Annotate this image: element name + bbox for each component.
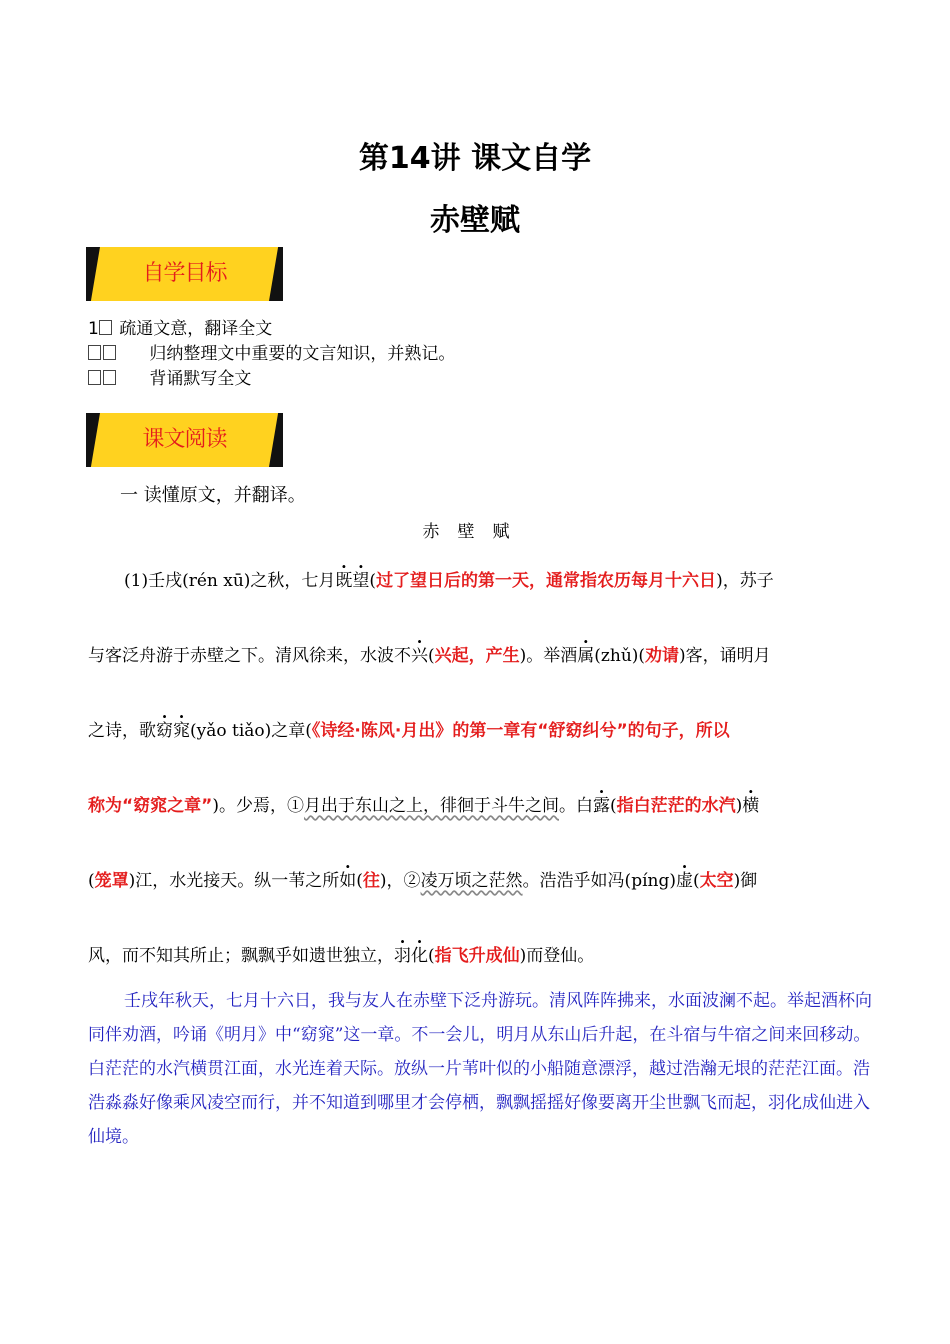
classic-line-1 [88,566,904,591]
text-run: ) [735,796,743,816]
annotation: 过了望日后的第一天，通常指农历每月十六日 [376,571,717,591]
text-run: )客，诵明月 [679,646,771,666]
text-run: ( [692,871,700,891]
text-run: )而登仙。 [519,946,595,966]
section-heading: 一 读懂原文，并翻译。 [120,485,306,506]
text-run: ( [428,646,435,666]
text-run: ( [610,796,617,816]
emphasis-char: 化 [411,946,428,966]
goal-item-3 [88,364,251,389]
checkbox-icon [88,345,101,360]
translation-paragraph: 壬戌年秋天，七月十六日，我与友人在赤壁下泛舟游玩。清风阵阵拂来，水面波澜不起。举起酒杯向同伴劝酒，吟诵《明月》中“窈窕”这一章。不一会儿，明月从东山后升起，在斗宿与牛宿之间来回移动。白茫茫的水汽横贯江面，水光连着天际。放纵一片苇叶似的小船随意漂浮，越过浩瀚无垠的茫茫江面。浩浩淼淼好像乘风凌空而行，并不知道到哪里才会停栖，飘飘摇摇好像要离开尘世飘飞而起，羽化成仙进入仙境。 [88,991,872,1147]
underlined-sentence: 凌万顷之茫然 [420,871,523,891]
goal-number: 1 [88,319,99,339]
checkbox-icon [88,370,101,385]
text-run: )，苏子 [716,571,774,591]
emphasis-char: 望 [352,571,370,591]
text-run: )江，水光接天。纵一苇之所 [128,871,340,891]
emphasis-char: 属 [577,646,595,666]
emphasis-char: 横 [742,796,760,816]
page-subtitle: 赤壁赋 [430,203,520,238]
page-title: 第14讲 课文自学 [358,141,592,176]
text-run: 之诗，歌 [88,721,156,741]
text-run: ( [428,946,435,966]
emphasis-char: 如 [339,871,357,891]
goal-text: 背诵默写全文 [149,369,252,389]
classic-line-6 [88,941,868,966]
checkbox-icon [103,345,116,360]
annotation: 太空 [699,871,734,891]
emphasis-char: 羽 [394,946,411,966]
annotation: 往 [362,871,380,891]
emphasis-char: 兴 [411,646,428,666]
underlined-sentence: 月出于东山之上，徘徊于斗牛之间 [304,796,559,816]
classic-line-5 [88,866,868,891]
reading-banner-label: 课文阅读 [142,427,227,452]
goal-text: 疏通文意，翻译全文 [119,319,273,339]
text-run: ( [369,571,377,591]
classic-line-3 [88,716,868,741]
classic-line-4 [88,791,868,816]
classic-line-2 [88,641,868,666]
reading-banner [86,413,283,467]
text-run: (zhǔ)( [594,646,646,666]
annotation: 指白茫茫的水汽 [616,796,736,816]
text-run: )御 [733,871,758,891]
annotation: 劝请 [645,646,680,666]
classic-title: 赤壁赋 [422,522,528,542]
annotation: 兴起，产生 [434,646,520,666]
emphasis-char: 露 [593,796,610,816]
goal-text: 归纳整理文中重要的文言知识，并熟记。 [149,344,456,364]
text-run: )。少焉，① [212,796,304,816]
text-run: 风，而不知其所止；飘飘乎如遗世独立， [88,946,394,966]
annotation: 笼罩 [94,871,129,891]
annotation: 称为“窈窕之章” [88,796,213,816]
goals-banner-label: 自学目标 [142,261,227,286]
checkbox-icon [99,320,112,335]
text-run: ( [356,871,363,891]
emphasis-char: 虚 [675,871,693,891]
emphasis-char: 窈 [156,721,173,741]
annotation: 指飞升成仙 [434,946,520,966]
text-run: 与客泛舟游于赤壁之下。清风徐来，水波不 [88,646,411,666]
text-run: (1)壬戌(rén xū)之秋，七月 [124,571,336,591]
text-run: )，② [379,871,421,891]
text-run: ( [88,871,95,891]
text-run: )。举酒 [519,646,578,666]
text-run: (yǎo tiǎo)之章( [190,721,312,741]
goal-item-2 [88,339,455,364]
text-run: 。浩浩乎如冯(píng) [522,871,676,891]
goals-banner [86,247,283,301]
emphasis-char: 既 [335,571,353,591]
text-run: 。白 [559,796,593,816]
annotation: 《诗经·陈风·月出》的第一章有“舒窈纠兮”的句子，所以 [311,721,730,741]
goal-item-1 [88,314,272,339]
emphasis-char: 窕 [173,721,190,741]
checkbox-icon [103,370,116,385]
